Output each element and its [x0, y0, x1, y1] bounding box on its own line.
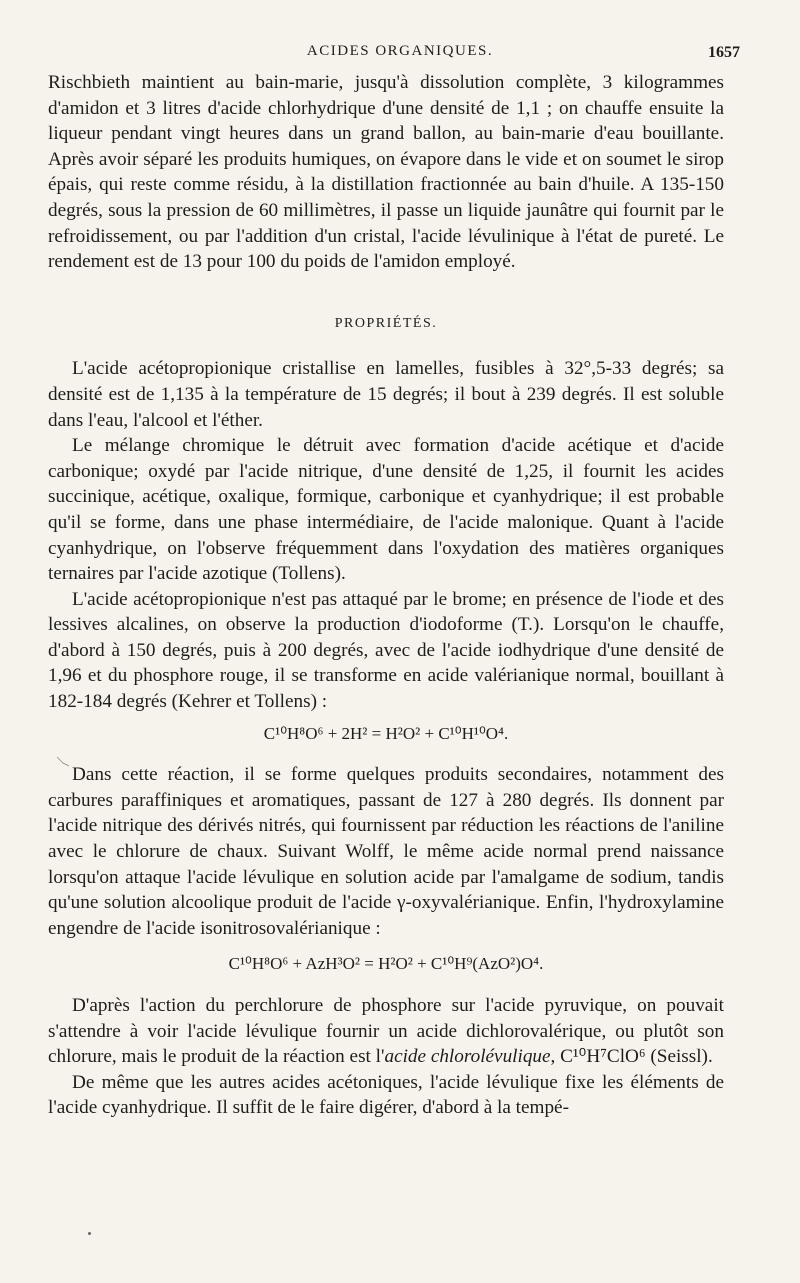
formula-reduction: C¹⁰H⁸O⁶ + 2H² = H²O² + C¹⁰H¹⁰O⁴. — [263, 723, 509, 743]
paragraph-preparation: Rischbieth maintient au bain-marie, jusqu'à dissolution complète, 3 kilogrammes d'amidon et 3 litres d'acide chlorhydrique d'une densité de 1,1 ; on chauffe ensuite la liqueur pendant vingt heures dans un grand ballon, au bain-marie d'eau bouillante. Après avoir séparé les produits humiques, on évapore dans le vide et on soumet le sirop épais, qui reste comme résidu, à la distillation fractionnée au bain d'huile. A 135-150 degrés, sous la pression de 60 millimètres, il passe un liquide jaunâtre qui fournit par le refroidissement, ou par l'addition d'un cristal, l'acide lévulinique à l'état de pureté. Le rendement est de 13 pour 100 du poids de l'amidon employé. — [48, 72, 724, 273]
paragraph-oxidation: Le mélange chromique le détruit avec formation d'acide acétique et d'acide carbonique; oxydé par l'acide nitrique, d'une densité de 1,25, il fournit les acides succinique, acétique, oxalique, formique, carbonique et cyanhydrique; il est probable qu'il se forme, dans une phase intermédiaire, de l'acide malonique. Quant à l'acide cyanhydrique, on l'observe fréquemment dans l'oxydation des matières organiques ternaires par l'acide azotique (Tollens). — [48, 435, 724, 585]
body-text — [48, 70, 724, 1121]
stray-pen-mark — [56, 755, 70, 767]
paragraph-reduction: L'acide acétopropionique n'est pas attaqué par le brome; en présence de l'iode et des lessives alcalines, on observe la production d'iodoforme (T.). Lorsqu'on le chauffe, d'abord à 150 degrés, puis à 200 degrés, avec de l'acide iodhydrique d'une densité de 1,96 et du phosphore rouge, il se transforme en acide valérianique normal, bouillant à 182-184 degrés (Kehrer et Tollens) : — [48, 588, 724, 713]
paragraph-chlorolevulique-end: , C¹⁰H⁷ClO⁶ (Seissl). — [550, 1046, 713, 1068]
page-number: 1657 — [708, 44, 740, 61]
page-header — [60, 43, 740, 67]
term-acide-chlorolevulique: acide chlorolévulique — [384, 1046, 551, 1068]
formula-hydroxylamine: C¹⁰H⁸O⁶ + AzH³O² = H²O² + C¹⁰H⁹(AzO²)O⁴. — [228, 954, 544, 974]
paragraph-cyanhydrique: De même que les autres acides acétoniques, l'acide lévulique fixe les éléments de l'acide cyanhydrique. Il suffit de le faire digérer, d'abord à la tempé- — [48, 1071, 724, 1119]
paragraph-chlorolevulique-start: D'après l'action du perchlorure de phosphore sur l'acide pyruvique, on pouvait s'attendre à voir l'acide lévulique fournir un acide dichlorovalérique, ou plutôt son chlorure, mais le produit de la réaction est l' — [48, 995, 724, 1068]
stray-dot-mark — [88, 1232, 91, 1235]
running-title: ACIDES ORGANIQUES. — [306, 43, 494, 59]
section-heading-proprietes: PROPRIÉTÉS. — [334, 315, 438, 331]
paragraph-chlorolevulique — [48, 993, 724, 1070]
paragraph-secondary-products: Dans cette réaction, il se forme quelques produits secondaires, notamment des carbures paraffiniques et aromatiques, passant de 127 à 280 degrés. Ils donnent par l'acide nitrique des dérivés nitrés, qui fournissent par réduction les réactions de l'aniline avec le chlorure de chaux. Suivant Wolff, le même acide normal prend naissance lorsqu'on attaque l'acide lévulique en solution acide par l'amalgame de sodium, tandis qu'une solution alcoolique produit de l'acide γ-oxyvalérianique. Enfin, l'hydroxylamine engendre de l'acide isonitrosovalérianique : — [48, 764, 724, 939]
paragraph-physical-properties: L'acide acétopropionique cristallise en lamelles, fusibles à 32°,5-33 degrés; sa densité est de 1,135 à la température de 15 degrés; il bout à 239 degrés. Il est soluble dans l'eau, l'alcool et l'éther. — [48, 358, 724, 431]
